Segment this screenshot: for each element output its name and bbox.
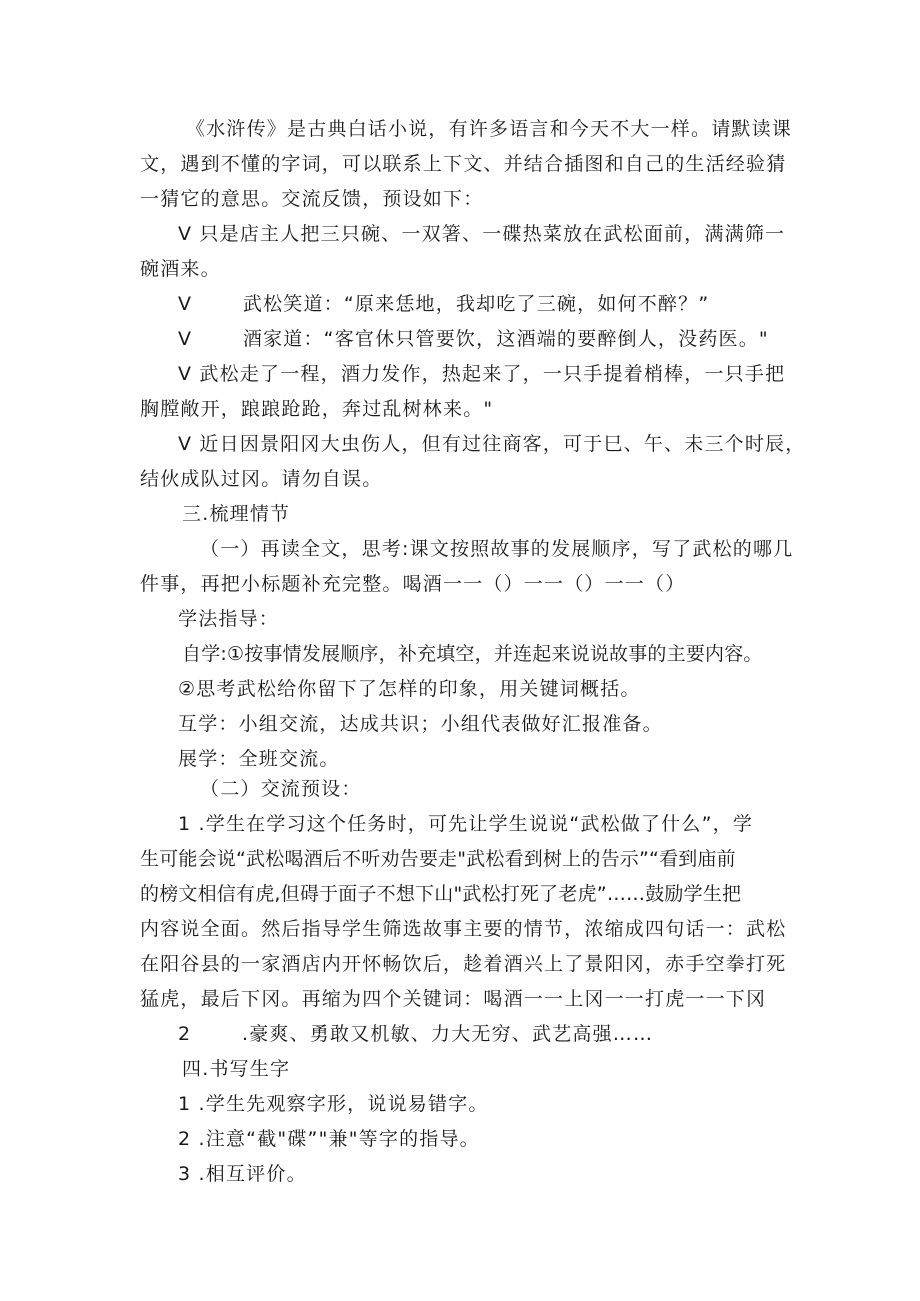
paragraph-line: （二）交流预设： [200, 778, 362, 800]
paragraph-line: 3 .相互评价。 [178, 1163, 307, 1185]
paragraph-line: 《水浒传》是古典白话小说，有许多语言和今天不大一样。请默读课 [186, 118, 793, 140]
paragraph-line: 自学:①按事情发展顺序，补充填空，并连起来说说故事的主要内容。 [182, 643, 763, 665]
paragraph-line: V 武松走了一程，酒力发作，热起来了，一只手提着梢棒，一只手把 [178, 363, 786, 385]
section-heading: 三.梳理情节 [182, 503, 291, 525]
paragraph-line: V 酒家道：“客官休只管要饮，这酒端的要醉倒人，没药医。" [178, 328, 769, 350]
section-heading: 四.书写生字 [182, 1058, 291, 1080]
paragraph-line: 一猜它的意思。交流反馈，预设如下： [140, 188, 484, 210]
paragraph-line: 生可能会说“武松喝酒后不听劝告要走"武松看到树上的告示”“看到庙前 [140, 848, 736, 870]
paragraph-line: 的榜文相信有虎,但碍于面子不想下山"武松打死了老虎”……鼓励学生把 [140, 883, 742, 905]
paragraph-line: V 只是店主人把三只碗、一双箸、一碟热菜放在武松面前，满满筛一 [178, 223, 786, 245]
paragraph-line: 1 .学生在学习这个任务时，可先让学生说说“武松做了什么”，学 [178, 813, 754, 835]
paragraph-line: 在阳谷县的一家酒店内开怀畅饮后，趁着酒兴上了景阳冈，赤手空拳打死 [140, 953, 787, 975]
paragraph-line: 文，遇到不懂的字词，可以联系上下文、并结合插图和自己的生活经验猜 [140, 153, 787, 175]
paragraph-line: （一）再读全文，思考:课文按照故事的发展顺序，写了武松的哪几 [200, 538, 794, 560]
paragraph-line: 胸膛敞开，踉踉跄跄，奔过乱树林来。" [140, 398, 494, 420]
paragraph-line: 互学：小组交流，达成共识；小组代表做好汇报准备。 [178, 713, 663, 735]
paragraph-line: 学法指导： [178, 608, 280, 630]
paragraph-line: 内容说全面。然后指导学生筛选故事主要的情节，浓缩成四句话一：武松 [140, 918, 787, 940]
paragraph-line: V 武松笑道：“原来恁地，我却吃了三碗，如何不醉？” [178, 293, 710, 315]
paragraph-line: 1 .学生先观察字形，说说易错字。 [178, 1093, 489, 1115]
paragraph-line: 结伙成队过冈。请勿自误。 [140, 468, 383, 490]
paragraph-line: 2 .豪爽、勇敢又机敏、力大无穷、武艺高强…… [178, 1023, 654, 1045]
paragraph-line: 2 .注意“截"碟”"兼"等字的指导。 [178, 1128, 480, 1150]
paragraph-line: ②思考武松给你留下了怎样的印象，用关键词概括。 [178, 678, 641, 700]
paragraph-line: 展学：全班交流。 [178, 748, 340, 770]
paragraph-line: 件事，再把小标题补充完整。喝酒一一（）一一（）一一（） [140, 573, 686, 595]
paragraph-line: 碗酒来。 [140, 258, 221, 280]
paragraph-line: V 近日因景阳冈大虫伤人，但有过往商客，可于巳、午、未三个时辰， [178, 433, 806, 455]
paragraph-line: 猛虎，最后下冈。再缩为四个关键词：喝酒一一上冈一一打虎一一下冈 [140, 988, 767, 1010]
